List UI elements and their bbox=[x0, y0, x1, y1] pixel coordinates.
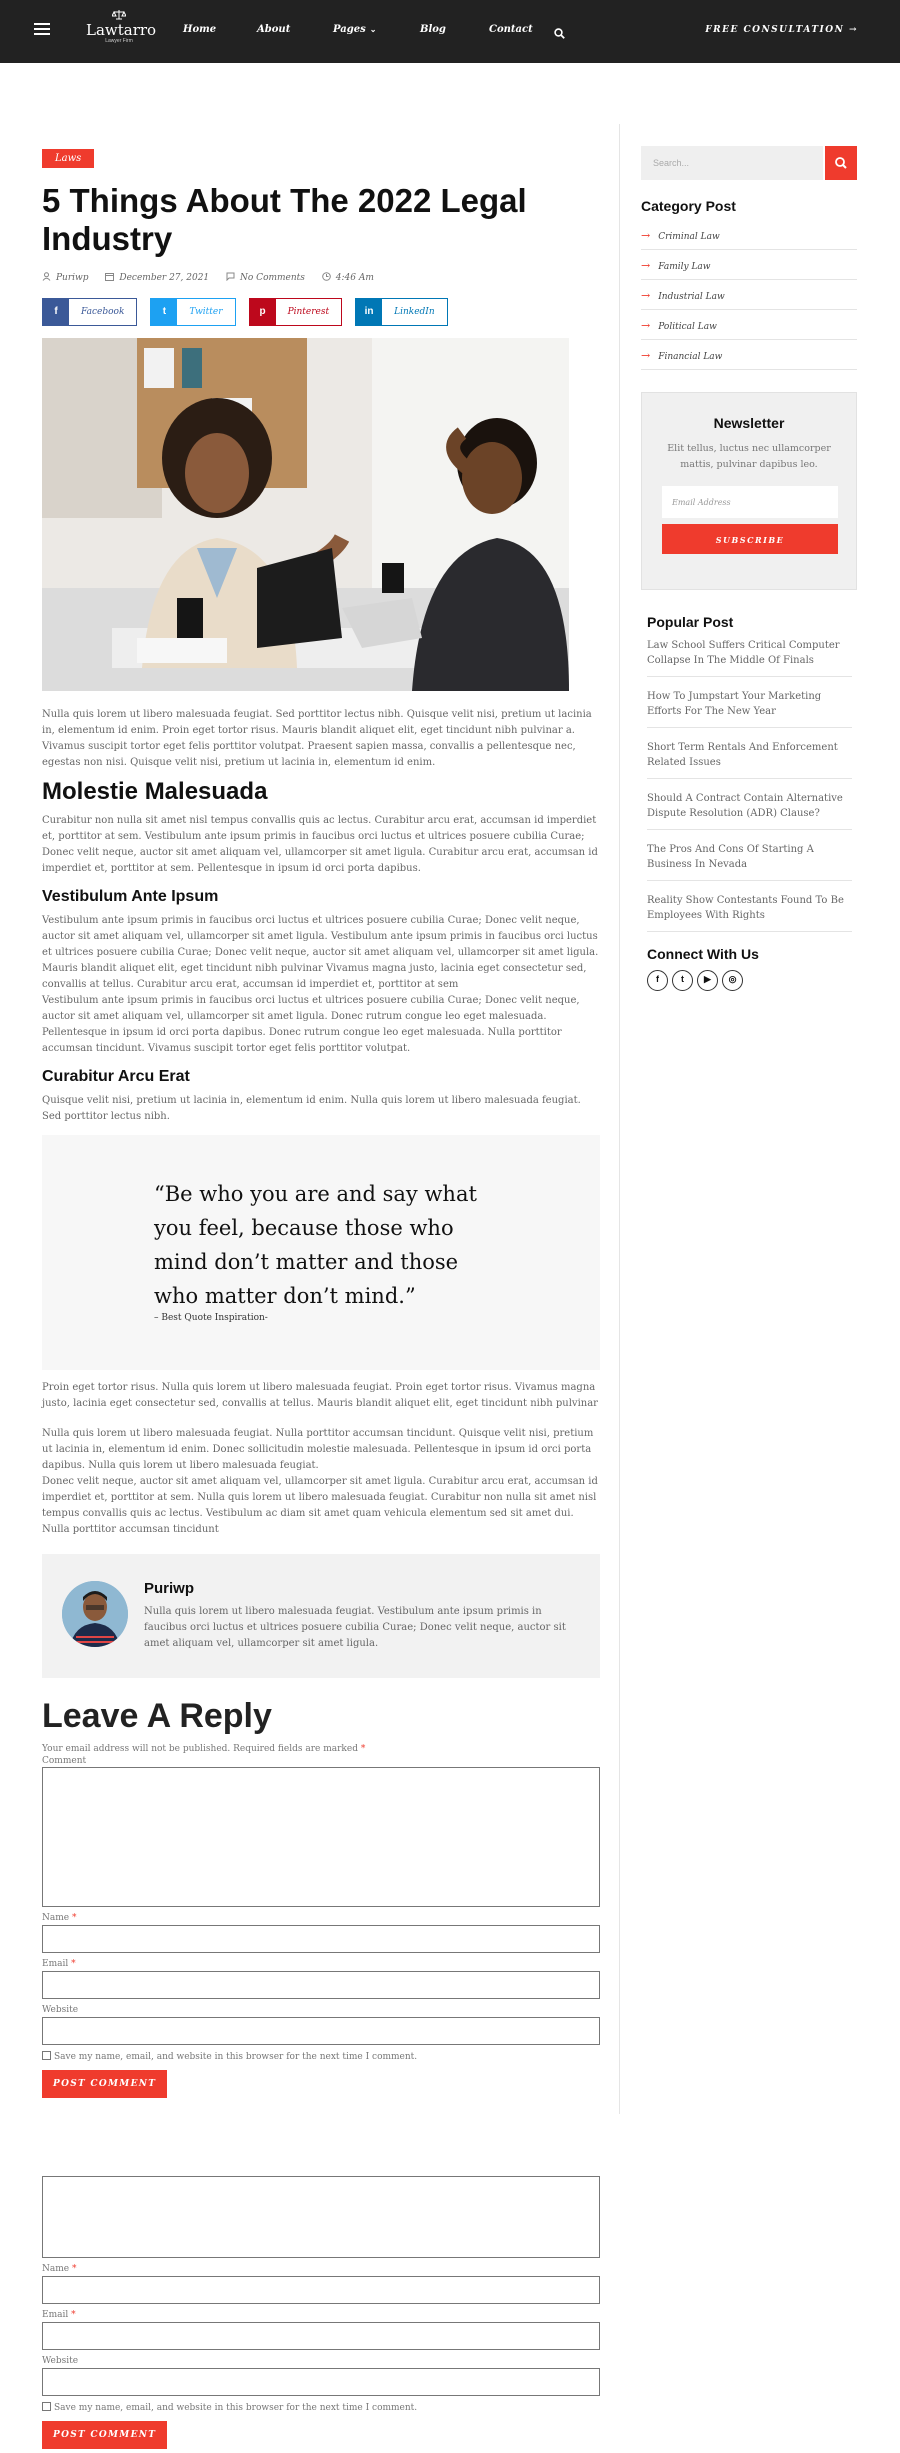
menu-icon[interactable] bbox=[34, 23, 50, 35]
post-comment-button[interactable]: POST COMMENT bbox=[42, 2070, 167, 2098]
email-required-mark-repeat: * bbox=[71, 2310, 76, 2320]
youtube-icon[interactable]: ▶ bbox=[697, 970, 718, 991]
save-info-label: Save my name, email, and website in this browser for the next time I comment. bbox=[54, 2052, 418, 2062]
reply-note-text: Your email address will not be published. Required fields are marked bbox=[42, 1744, 358, 1754]
newsletter-title: Newsletter bbox=[713, 415, 785, 431]
website-label: Website bbox=[42, 2005, 79, 2015]
arrow-right-icon: → bbox=[641, 229, 651, 242]
name-label bbox=[42, 1913, 600, 1923]
nav-pages[interactable] bbox=[333, 24, 376, 35]
name-label-text: Name bbox=[42, 1913, 70, 1923]
sidebar bbox=[641, 146, 857, 992]
logo-title: Lawtarro bbox=[86, 21, 157, 39]
category-item[interactable] bbox=[641, 340, 857, 370]
cta-label: FREE CONSULTATION bbox=[705, 25, 845, 35]
save-info-row bbox=[42, 2051, 600, 2062]
popular-heading: Popular Post bbox=[647, 614, 734, 630]
blockquote bbox=[42, 1135, 600, 1370]
save-info-checkbox[interactable] bbox=[42, 2051, 51, 2060]
sidebar-divider bbox=[619, 124, 620, 2114]
nav-contact[interactable]: Contact bbox=[489, 24, 533, 35]
category-item[interactable] bbox=[641, 310, 857, 340]
category-tag[interactable]: Laws bbox=[42, 149, 94, 168]
chevron-down-icon: ⌄ bbox=[369, 24, 377, 34]
pinterest-icon: p bbox=[250, 299, 276, 325]
comment-label: Comment bbox=[42, 1756, 87, 1766]
required-mark: * bbox=[360, 1744, 366, 1754]
comment-icon bbox=[226, 272, 235, 281]
intro-paragraph: Nulla quis lorem ut libero malesuada feugiat. Sed porttitor lectus nibh. Quisque velit nisi, pretium ut lacinia in, elementum id enim. Proin eget tortor risus. Mauris blandit aliquet elit, eget tincidunt nibh pulvinar a. Vivamus suscipit tortor eget felis porttitor volutpat. Praesent sapien massa, convallis a pellentesque nec, egestas non nisi. Quisque velit nisi, pretium ut lacinia in, elementum id enim. bbox=[42, 709, 592, 768]
newsletter-email-input[interactable]: Email Address bbox=[662, 486, 838, 518]
category-label: Criminal Law bbox=[658, 232, 720, 242]
search-icon bbox=[825, 146, 857, 180]
paragraph-closing-2: Donec velit neque, auctor sit amet aliquam vel, ullamcorper sit amet ligula. Curabitur arcu erat, accumsan id imperdiet et, porttitor at sem. Nulla quis lorem ut libero malesuada feugiat. Curabitur non nulla sit amet nisl tempus convallis quis ac lectus. Vestibulum ac diam sit amet quam vehicula elementum sed sit amet dui. Nulla porttitor accumsan tincidunt bbox=[42, 1476, 598, 1535]
logo-subtitle: Lawyer Firm bbox=[105, 38, 133, 44]
section-paragraph-curabitur: Quisque velit nisi, pretium ut lacinia in, elementum id enim. Nulla quis lorem ut libero malesuada feugiat. Sed porttitor lectus nibh. bbox=[42, 1095, 581, 1122]
category-item[interactable] bbox=[641, 220, 857, 250]
linkedin-icon: in bbox=[356, 299, 382, 325]
author-avatar[interactable] bbox=[62, 1581, 128, 1647]
meta-date bbox=[105, 272, 209, 283]
section-paragraph-vestibulum-1: Vestibulum ante ipsum primis in faucibus orci luctus et ultrices posuere cubilia Curae; Donec velit neque, auctor sit amet aliquam vel, ullamcorper sit amet ligula. Vestibulum ante ipsum primis in faucibus orci luctus et ultrices posuere cubilia Curae; Donec velit neque, auctor sit amet aliquam vel, ullamcorper sit amet ligula. Mauris blandit aliquet elit, eget tincidunt nibh pulvinar Vivamus magna justo, lacinia eget consectetur sed, convallis at tellus. Curabitur arcu erat, accumsan id imperdiet et, porttitor at sem bbox=[42, 915, 599, 990]
category-item[interactable] bbox=[641, 280, 857, 310]
site-logo[interactable] bbox=[86, 10, 157, 44]
sidebar-search-input[interactable]: Search... bbox=[641, 146, 823, 180]
user-icon bbox=[42, 272, 51, 281]
category-heading: Category Post bbox=[641, 198, 736, 214]
paragraph-closing-1: Nulla quis lorem ut libero malesuada feugiat. Nulla porttitor accumsan tincidunt. Quisque velit nisi, pretium ut lacinia in, elementum id enim. Donec sollicitudin molestie malesuada. Pellentesque in ipsum id orci porta dapibus. Nulla quis lorem ut libero malesuada feugiat. bbox=[42, 1428, 594, 1471]
share-linkedin-button[interactable] bbox=[355, 298, 448, 326]
save-info-checkbox-repeat[interactable] bbox=[42, 2402, 51, 2411]
section-heading-molestie: Molestie Malesuada bbox=[42, 778, 268, 805]
featured-image bbox=[42, 338, 569, 691]
paragraph-after-quote: Proin eget tortor risus. Nulla quis lorem ut libero malesuada feugiat. Proin eget tortor risus. Vivamus magna justo, lacinia eget consectetur sed, convallis at tellus. Mauris blandit aliquet elit, eget tincidunt nibh pulvinar bbox=[42, 1382, 598, 1409]
email-label-repeat-text: Email bbox=[42, 2310, 69, 2320]
category-label: Political Law bbox=[658, 322, 717, 332]
reply-note bbox=[42, 1744, 600, 1754]
share-pinterest-button[interactable] bbox=[249, 298, 343, 326]
comment-textarea[interactable] bbox=[42, 1767, 600, 1907]
name-input-repeat[interactable] bbox=[42, 2276, 600, 2304]
share-pinterest-label: Pinterest bbox=[287, 307, 330, 317]
instagram-icon[interactable]: ◎ bbox=[722, 970, 743, 991]
site-header bbox=[0, 0, 900, 63]
email-label-text: Email bbox=[42, 1959, 69, 1969]
share-facebook-label: Facebook bbox=[81, 307, 125, 317]
category-list bbox=[641, 220, 857, 370]
post-comment-button-repeat[interactable]: POST COMMENT bbox=[42, 2421, 167, 2449]
share-buttons bbox=[42, 298, 600, 326]
popular-post-link[interactable]: Law School Suffers Critical Computer Collapse In The Middle Of Finals bbox=[647, 638, 852, 677]
website-label-repeat: Website bbox=[42, 2356, 79, 2366]
arrow-right-icon: → bbox=[641, 289, 651, 302]
section-heading-curabitur: Curabitur Arcu Erat bbox=[42, 1068, 190, 1085]
category-label: Family Law bbox=[658, 262, 711, 272]
email-label bbox=[42, 1959, 600, 1969]
author-name: Puriwp bbox=[56, 273, 89, 283]
name-input[interactable] bbox=[42, 1925, 600, 1953]
post-meta bbox=[42, 272, 600, 286]
post-date: December 27, 2021 bbox=[119, 273, 210, 283]
reply-title: Leave A Reply bbox=[42, 1697, 272, 1735]
post-time: 4:46 Am bbox=[335, 273, 374, 283]
newsletter-description: Elit tellus, luctus nec ullamcorper mattis, pulvinar dapibus leo. bbox=[667, 443, 831, 470]
newsletter-widget bbox=[641, 392, 857, 590]
facebook-icon: f bbox=[43, 299, 69, 325]
popular-post-link[interactable]: Short Term Rentals And Enforcement Related Issues bbox=[647, 740, 852, 779]
name-required-mark: * bbox=[71, 1913, 77, 1923]
sidebar-search bbox=[641, 146, 857, 180]
social-links bbox=[647, 970, 857, 992]
save-info-label-repeat: Save my name, email, and website in this browser for the next time I comment. bbox=[54, 2403, 418, 2413]
sidebar-search-button[interactable] bbox=[825, 146, 857, 180]
category-label: Industrial Law bbox=[658, 292, 725, 302]
post-title: 5 Things About The 2022 Legal Industry bbox=[42, 182, 527, 257]
subscribe-button[interactable]: SUBSCRIBE bbox=[662, 524, 838, 554]
name-required-mark-repeat: * bbox=[71, 2264, 77, 2274]
nav-blog[interactable]: Blog bbox=[420, 24, 446, 35]
email-input[interactable] bbox=[42, 1971, 600, 1999]
name-label-repeat bbox=[42, 2264, 600, 2274]
arrow-right-icon: → bbox=[641, 349, 651, 362]
facebook-icon[interactable]: f bbox=[647, 970, 668, 991]
share-twitter-label: Twitter bbox=[189, 307, 223, 317]
website-input[interactable] bbox=[42, 2017, 600, 2045]
popular-list bbox=[641, 638, 857, 932]
reply-form-repeat bbox=[42, 2176, 600, 2449]
popular-post-link[interactable]: Should A Contract Contain Alternative Dispute Resolution (ADR) Clause? bbox=[647, 791, 852, 830]
email-label-repeat bbox=[42, 2310, 600, 2320]
calendar-icon bbox=[105, 272, 114, 281]
meta-comments[interactable] bbox=[226, 272, 305, 283]
search-icon[interactable] bbox=[554, 24, 565, 35]
nav-about[interactable]: About bbox=[257, 24, 291, 35]
free-consultation-link[interactable] bbox=[705, 25, 858, 35]
arrow-right-icon: → bbox=[641, 259, 651, 272]
share-twitter-button[interactable] bbox=[150, 298, 235, 326]
save-info-row-repeat bbox=[42, 2402, 600, 2413]
comment-textarea-repeat[interactable] bbox=[42, 2176, 600, 2258]
arrow-right-icon: → bbox=[848, 25, 858, 35]
quote-text: “Be who you are and say what you feel, because those who mind don’t matter and those who matter don’t mind.” bbox=[154, 1182, 477, 1308]
arrow-right-icon: → bbox=[641, 319, 651, 332]
clock-icon bbox=[322, 272, 331, 281]
popular-post-link[interactable]: The Pros And Cons Of Starting A Business In Nevada bbox=[647, 842, 852, 881]
website-input-repeat[interactable] bbox=[42, 2368, 600, 2396]
popular-post-link[interactable]: How To Jumpstart Your Marketing Efforts For The New Year bbox=[647, 689, 852, 728]
post-content bbox=[42, 146, 600, 2098]
section-paragraph-molestie: Curabitur non nulla sit amet nisl tempus convallis quis ac lectus. Curabitur arcu erat, accumsan id imperdiet et, porttitor at sem. Vestibulum ante ipsum primis in faucibus orci luctus et ultrices posuere cubilia Curae; Donec velit neque, auctor sit amet aliquam vel, ullamcorper sit amet ligula. Curabitur arcu erat, accumsan id imperdiet et, porttitor at sem. Pellentesque in ipsum id orci porta dapibus. bbox=[42, 815, 598, 874]
nav-home[interactable]: Home bbox=[183, 24, 217, 35]
share-facebook-button[interactable] bbox=[42, 298, 137, 326]
popular-post-link[interactable]: Reality Show Contestants Found To Be Employees With Rights bbox=[647, 893, 852, 932]
comments-count: No Comments bbox=[240, 273, 305, 283]
share-linkedin-label: LinkedIn bbox=[394, 307, 435, 317]
category-label: Financial Law bbox=[658, 352, 723, 362]
connect-heading: Connect With Us bbox=[647, 946, 759, 962]
author-box bbox=[42, 1554, 600, 1678]
meta-time bbox=[322, 272, 374, 283]
email-required-mark: * bbox=[71, 1959, 76, 1969]
twitter-icon[interactable]: t bbox=[672, 970, 693, 991]
nav-pages-label: Pages bbox=[333, 24, 366, 35]
quote-cite: – Best Quote Inspiration- bbox=[154, 1313, 268, 1323]
meta-author[interactable] bbox=[42, 272, 89, 283]
author-box-name[interactable]: Puriwp bbox=[144, 1580, 195, 1597]
email-input-repeat[interactable] bbox=[42, 2322, 600, 2350]
section-heading-vestibulum: Vestibulum Ante Ipsum bbox=[42, 888, 219, 905]
twitter-icon: t bbox=[151, 299, 177, 325]
section-paragraph-vestibulum-2: Vestibulum ante ipsum primis in faucibus orci luctus et ultrices posuere cubilia Curae; Donec velit neque, auctor sit amet aliquam vel, ullamcorper sit amet ligula. Donec rutrum congue leo eget malesuada. Pellentesque in ipsum id orci porta dapibus. Donec rutrum congue leo eget malesuada. Nulla porttitor accumsan tincidunt. Vivamus suscipit tortor eget felis porttitor volutpat. bbox=[42, 995, 580, 1054]
category-item[interactable] bbox=[641, 250, 857, 280]
name-label-repeat-text: Name bbox=[42, 2264, 70, 2274]
author-bio: Nulla quis lorem ut libero malesuada feugiat. Vestibulum ante ipsum primis in faucibus orci luctus et ultrices posuere cubilia Curae; Donec velit neque, auctor sit amet aliquam vel, ullamcorper sit amet ligula. bbox=[144, 1606, 566, 1649]
